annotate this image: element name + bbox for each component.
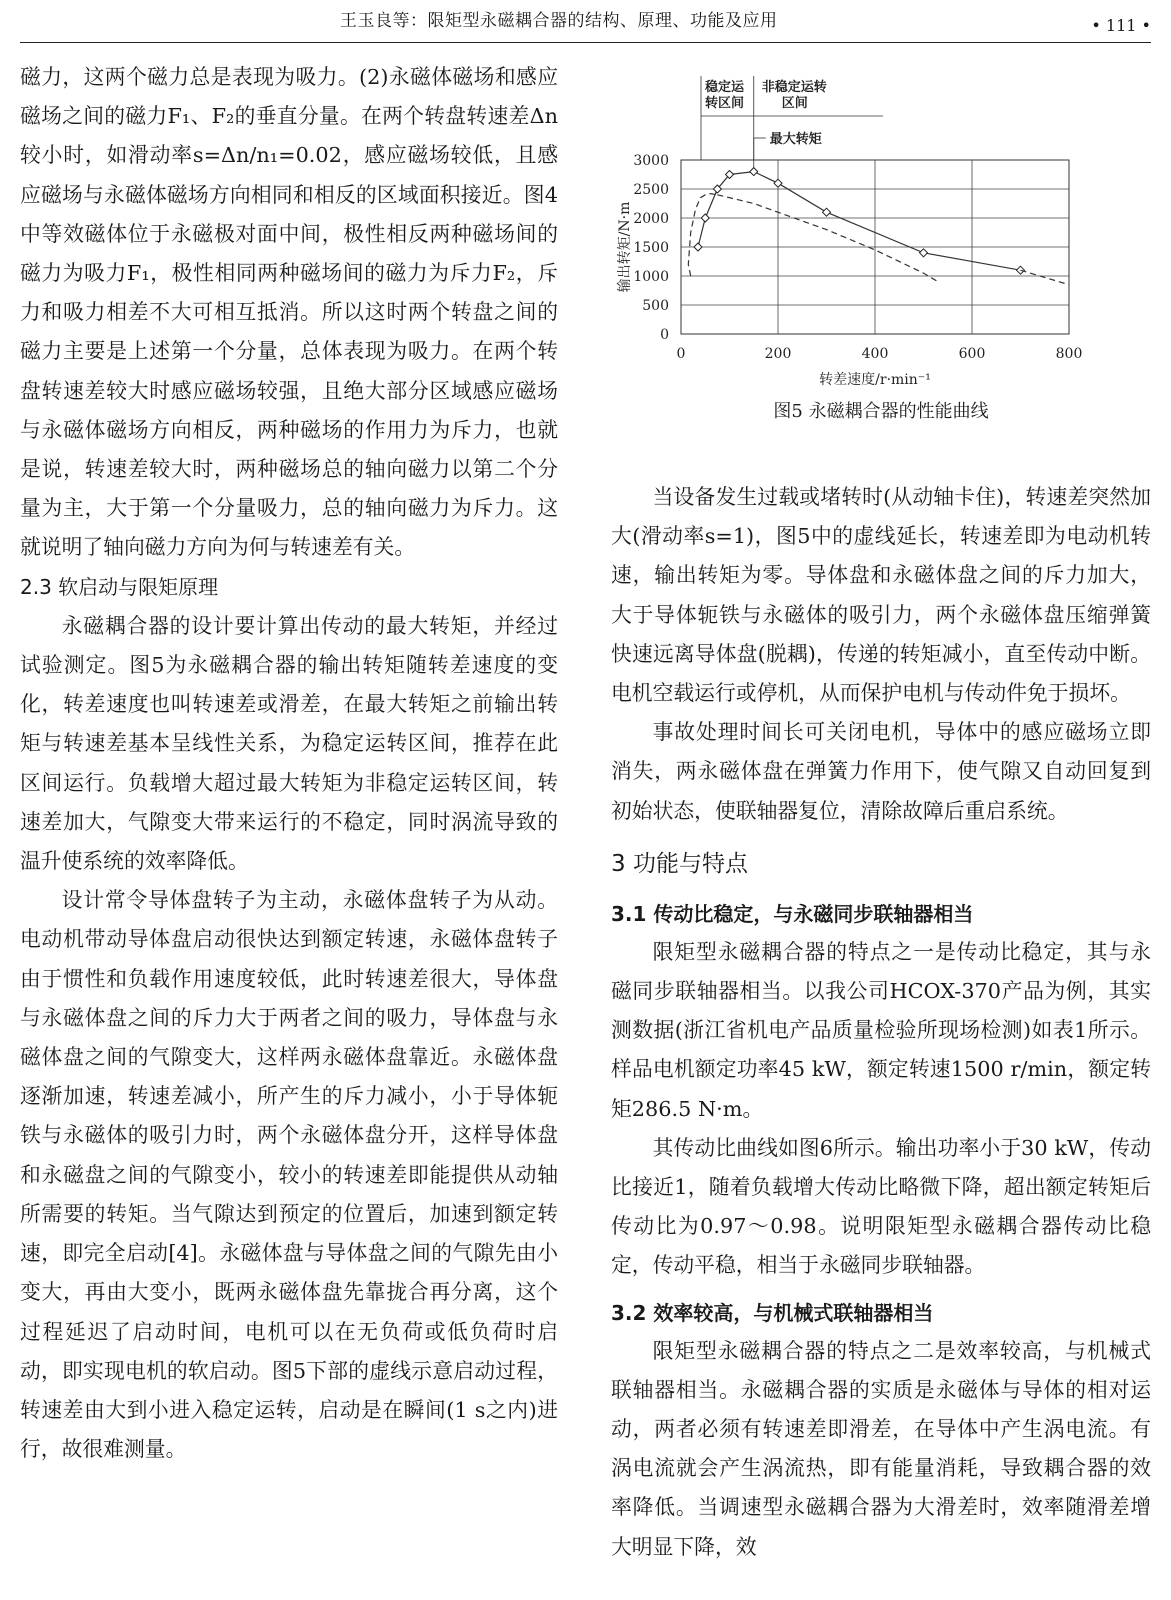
- data-point-marker: [694, 243, 702, 251]
- x-tick-label: 200: [764, 346, 792, 362]
- right-paragraph-4: 其传动比曲线如图6所示。输出功率小于30 kW，传动比接近1，随着负载增大传动比略微下降，超出额定转矩后传动比为0.97～0.98。说明限矩型永磁耦合器传动比稳定，传动平稳，相当于永磁同步联轴器。: [611, 1135, 1151, 1278]
- dashed-curve: [1021, 270, 1070, 285]
- section-2-3-heading: 2.3 软启动与限矩原理: [20, 574, 219, 599]
- left-paragraph-1: 磁力，这两个磁力总是表现为吸力。(2)永磁体磁场和感应磁场之间的磁力F₁、F₂的垂直分量。在两个转盘转速差Δn较小时，如滑动率s=Δn/n₁=0.02，感应磁场较低，且感应磁场与永磁体磁场方向相同和相反的区域面积接近。图4中等效磁体位于永磁极对面中间，极性相反两种磁场间的磁力为吸力F₁，极性相同两种磁场间的磁力为斥力F₂，斥力和吸力相差不大可相互抵消。所以这时两个转盘之间的磁力主要是上述第一个分量，总体表现为吸力。在两个转盘转速差较大时感应磁场较强，且绝大部分区域感应磁场与永磁体磁场方向相反，两种磁场的作用力为斥力，也就是说，转速差较大时，两种磁场总的轴向磁力以第二个分量为主，大于第一个分量吸力，总的轴向磁力为斥力。这就说明了轴向磁力方向为何与转速差有关。: [20, 65, 558, 560]
- chart-grid: [681, 160, 1069, 334]
- dashed-curve: [717, 195, 938, 282]
- y-tick-label: 0: [660, 327, 669, 343]
- x-tick-label: 0: [676, 346, 686, 362]
- x-tick-label: 800: [1055, 346, 1083, 362]
- data-point-marker: [920, 249, 928, 257]
- figure-5: [611, 58, 1151, 478]
- x-tick-label: 600: [958, 346, 986, 362]
- section-3-heading: 3 功能与特点: [611, 850, 748, 877]
- data-point-marker: [774, 179, 782, 187]
- performance-chart: [611, 58, 1151, 398]
- y-axis-label: 输出转矩/N·m: [617, 201, 633, 293]
- y-tick-label: 3000: [633, 153, 669, 169]
- page-number: • 111 •: [1091, 16, 1151, 35]
- page-header: [20, 0, 1151, 43]
- dashed-curve: [688, 194, 717, 276]
- data-point-marker: [750, 168, 758, 176]
- x-tick-label: 400: [861, 346, 889, 362]
- left-paragraph-3: 设计常令导体盘转子为主动，永磁体盘转子为从动。电动机带动导体盘启动很快达到额定转速，永磁体盘转子由于惯性和负载作用速度较低，此时转速差很大，导体盘与永磁体盘之间的斥力大于两者之间的吸力，导体盘与永磁体盘之间的气隙变大，这样两永磁体盘靠近。永磁体盘逐渐加速，转速差减小，所产生的斥力减小，小于导体轭铁与永磁体的吸引力时，两个永磁体盘分开，这样导体盘和永磁盘之间的气隙变小，较小的转速差即能提供从动轴所需要的转矩。当气隙达到预定的位置后，加速到额定转速，即完全启动[4]。永磁体盘与导体盘之间的气隙先由小变大，再由大变小，既两永磁体盘先靠拢合再分离，这个过程延迟了启动时间，电机可以在无负荷或低负荷时启动，即实现电机的软启动。图5下部的虚线示意启动过程，转速差由大到小进入稳定运转，启动是在瞬间(1 s之内)进行，故很难测量。: [20, 888, 558, 1462]
- chart-series: [688, 168, 1069, 285]
- max-torque-label: 最大转矩: [769, 132, 822, 147]
- unstable-region-label-line1: 非稳定运转: [761, 80, 827, 95]
- data-point-marker: [823, 208, 831, 216]
- figure-caption: 图5 永磁耦合器的性能曲线: [773, 401, 989, 422]
- y-tick-label: 500: [642, 298, 669, 314]
- y-tick-label: 1000: [633, 269, 669, 285]
- left-paragraph-2: 永磁耦合器的设计要计算出传动的最大转矩，并经过试验测定。图5为永磁耦合器的输出转矩随转差速度的变化，转差速度也叫转速差或滑差，在最大转矩之前输出转矩与转速差基本呈线性关系，为稳定运转区间，推荐在此区间运行。负载增大超过最大转矩为非稳定运转区间，转速差加大，气隙变大带来运行的不稳定，同时涡流导致的温升使系统的效率降低。: [20, 613, 558, 874]
- y-tick-label: 2000: [633, 211, 669, 227]
- right-paragraph-2: 事故处理时间长可关闭电机，导体中的感应磁场立即消失，两永磁体盘在弹簧力作用下，使气隙又自动回复到初始状态，使联轴器复位，清除故障后重启系统。: [611, 720, 1151, 823]
- chart-ticks: [633, 153, 1082, 362]
- data-point-marker: [701, 214, 709, 222]
- right-paragraph-5: 限矩型永磁耦合器的特点之二是效率较高，与机械式联轴器相当。永磁耦合器的实质是永磁体与导体的相对运动，两者必须有转速差即滑差，在导体中产生涡电流。有涡电流就会产生涡流热，即有能量消耗，导致耦合器的效率降低。当调速型永磁耦合器为大滑差时，效率随滑差增大明显下降，效: [611, 1338, 1151, 1559]
- y-tick-label: 2500: [633, 182, 669, 198]
- stable-region-label-line2: 转区间: [705, 96, 745, 111]
- x-axis-label: 转差速度/r·min⁻¹: [819, 372, 931, 388]
- right-paragraph-3: 限矩型永磁耦合器的特点之一是传动比稳定，其与永磁同步联轴器相当。以我公司HCOX-370产品为例，其实测数据(浙江省机电产品质量检验所现场检测)如表1所示。样品电机额定功率45 kW，额定转速1500 r/min，额定转矩286.5 N·m。: [611, 939, 1151, 1121]
- right-paragraph-1: 当设备发生过载或堵转时(从动轴卡住)，转速差突然加大(滑动率s=1)，图5中的虚线延长，转速差即为电动机转速，输出转矩为零。导体盘和永磁体盘之间的斥力加大，大于导体轭铁与永磁体的吸引力，两个永磁体盘压缩弹簧快速远离导体盘(脱耦)，传递的转矩减小，直至传动中断。电机空载运行或停机，从而保护电机与传动件免于损坏。: [611, 485, 1151, 706]
- y-tick-label: 1500: [633, 240, 669, 256]
- unstable-region-label-line2: 区间: [781, 96, 808, 111]
- section-3-2-heading: 3.2 效率较高，与机械式联轴器相当: [611, 1300, 934, 1325]
- section-3-1-heading: 3.1 传动比稳定，与永磁同步联轴器相当: [611, 901, 974, 926]
- stable-region-label-line1: 稳定运: [705, 80, 745, 95]
- right-column: [611, 58, 1151, 1567]
- left-column: [20, 58, 558, 1469]
- running-title: 王玉良等：限矩型永磁耦合器的结构、原理、功能及应用: [340, 11, 778, 31]
